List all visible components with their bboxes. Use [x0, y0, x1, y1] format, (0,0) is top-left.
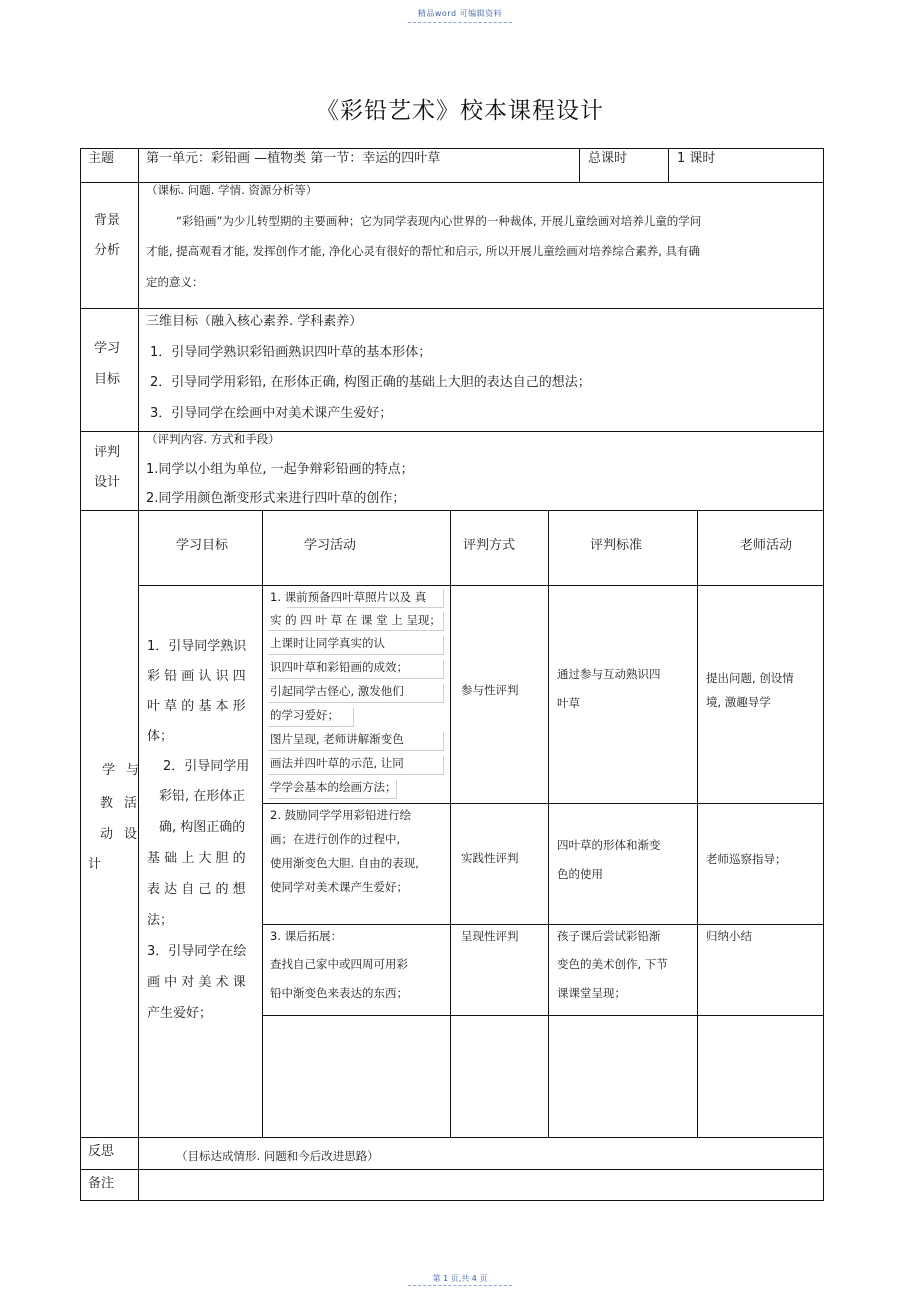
reflection-note: （目标达成情形. 问题和今后改进思路） — [176, 1149, 379, 1163]
column-header-standard: 评判标准 — [590, 538, 643, 553]
goals-heading: 三维目标（融入核心素养. 学科素养） — [146, 314, 363, 329]
activity-label-char: 设 — [124, 827, 138, 842]
activity3-line: 查找自己家中或四周可用彩 — [270, 957, 408, 971]
background-label-line2: 分析 — [94, 243, 121, 258]
activity1-teacher-line: 境, 激趣导学 — [706, 695, 771, 709]
eval-label-line1: 评判 — [94, 445, 121, 460]
reflection-label: 反思 — [88, 1144, 115, 1159]
activity3-standard-line: 变色的美术创作, 下节 — [557, 957, 668, 971]
column-header-goal: 学习目标 — [176, 538, 229, 553]
page-footer: 第 1 页,共 4 页 — [432, 1274, 488, 1283]
activity3-line: 铅中渐变色来表达的东西； — [270, 986, 408, 1000]
goal-item-2: 2．引导同学用彩铅, 在形体正确, 构图正确的基础上大胆的表达自己的想法； — [150, 375, 591, 390]
goal-col-line: 1．引导同学熟识 — [147, 639, 247, 654]
activity1-line: 图片呈现, 老师讲解渐变色 — [270, 732, 404, 746]
activity-row3-divider — [262, 1015, 824, 1016]
goal-item-3: 3．引导同学在绘画中对美术课产生爱好； — [150, 406, 393, 421]
activity1-line: 画法并四叶草的示范, 让同 — [270, 756, 404, 770]
goal-col-line: 2．引导同学用 — [163, 759, 250, 774]
col-divider-activity-method — [450, 510, 451, 1137]
activity-label-char: 动 — [100, 827, 114, 842]
activity1-standard-line: 叶草 — [557, 696, 580, 710]
topic-label: 主题 — [88, 151, 115, 166]
topic-hours-divider — [579, 148, 580, 182]
activity1-method: 参与性评判 — [461, 683, 519, 697]
activity2-standard-line: 色的使用 — [557, 867, 603, 881]
table-border-right — [823, 148, 824, 1201]
activity1-standard-line: 通过参与互动熟识四 — [557, 667, 661, 681]
activity2-line: 使用渐变色大胆. 自由的表现, — [270, 856, 419, 870]
column-header-method: 评判方式 — [463, 538, 516, 553]
background-label-line1: 背景 — [94, 213, 121, 228]
background-text-line3: 定的意义： — [146, 275, 204, 289]
activity1-line: 1. 课前预备四叶草照片以及 真 — [270, 590, 427, 604]
header-divider — [408, 22, 512, 23]
activity1-line: 识四叶草和彩铅画的成效； — [270, 660, 408, 674]
goal-col-line: 法； — [147, 913, 174, 928]
activity3-method: 呈现性评判 — [461, 929, 519, 943]
activity2-line: 2. 鼓励同学学用彩铅进行绘 — [270, 808, 412, 822]
activity2-standard-line: 四叶草的形体和渐变 — [557, 838, 661, 852]
column-header-activity: 学习活动 — [304, 538, 357, 553]
background-text-line2: 才能, 提高观看才能, 发挥创作才能, 净化心灵有很好的帮忙和启示, 所以开展儿童绘画对培养综合素养, 具有确 — [146, 244, 701, 258]
col-divider-goal-activity — [262, 510, 263, 1137]
goal-col-line: 表 达 自 己 的 想 — [147, 882, 246, 897]
activity2-line: 画；在进行创作的过程中, — [270, 832, 401, 846]
activity-label-char: 活 — [124, 796, 138, 811]
row-divider-eval — [80, 510, 824, 511]
topic-content: 第一单元：彩铅画 —植物类 第一节：幸运的四叶草 — [146, 151, 441, 166]
activity3-standard-line: 孩子课后尝试彩铅渐 — [557, 929, 661, 943]
hours-value-divider — [668, 148, 669, 182]
goal-col-line: 确, 构图正确的 — [159, 820, 246, 835]
goal-col-line: 彩 铅 画 认 识 四 — [147, 669, 246, 684]
table-border-bottom — [80, 1200, 824, 1201]
col-divider-method-standard — [548, 510, 549, 1137]
activity3-teacher-line: 归纳小结 — [706, 929, 752, 943]
background-note: （课标. 问题. 学情. 资源分析等） — [146, 183, 318, 197]
goal-col-line: 基 础 上 大 胆 的 — [147, 851, 246, 866]
activity-label-char: 与 — [126, 763, 140, 778]
goal-col-line: 画 中 对 美 术 课 — [147, 975, 246, 990]
row-divider-activity — [80, 1137, 824, 1138]
activity-header-divider — [138, 585, 824, 586]
activity1-line: 引起同学古怪心, 激发他们 — [270, 684, 404, 698]
eval-item-2: 2.同学用颜色渐变形式来进行四叶草的创作； — [146, 491, 406, 506]
page-header-watermark: 精品word 可编辑资料 — [417, 9, 503, 18]
activity3-line: 3. 课后拓展： — [270, 929, 343, 943]
row-divider-background — [80, 308, 824, 309]
activity1-line: 上课时让同学真实的认 — [270, 636, 385, 650]
goals-label-line1: 学习 — [94, 341, 121, 356]
goal-col-line: 叶 草 的 基 本 形 — [147, 699, 246, 714]
activity-row2-divider — [262, 924, 824, 925]
table-border-top — [80, 148, 824, 149]
activity2-line: 使同学对美术课产生爱好； — [270, 880, 408, 894]
activity-label-char: 学 — [102, 763, 116, 778]
footer-divider — [408, 1285, 512, 1286]
document-title: 《彩铅艺术》校本课程设计 — [316, 98, 604, 124]
total-hours-label: 总课时 — [588, 151, 628, 166]
activity-label-char: 计 — [88, 857, 102, 872]
activity1-line: 的学习爱好； — [270, 708, 339, 722]
goal-col-line: 3．引导同学在绘 — [147, 944, 247, 959]
total-hours-value: 1 课时 — [677, 151, 716, 166]
activity1-teacher-line: 提出问题, 创设情 — [706, 671, 794, 685]
table-border-left — [80, 148, 81, 1201]
remark-label: 备注 — [88, 1176, 115, 1191]
activity1-line: 实 的 四 叶 草 在 课 堂 上 呈现； — [270, 613, 441, 627]
goal-col-line: 彩铅, 在形体正 — [159, 789, 246, 804]
activity2-teacher-line: 老师巡察指导； — [706, 852, 787, 866]
row-divider-reflect — [80, 1169, 824, 1170]
activity-label-char: 教 — [100, 796, 114, 811]
activity-row1-divider — [262, 803, 824, 804]
activity1-line: 学学会基本的绘画方法； — [270, 780, 397, 794]
col-divider-standard-teacher — [697, 510, 698, 1137]
activity3-standard-line: 课课堂呈现； — [557, 986, 626, 1000]
eval-item-1: 1.同学以小组为单位, 一起争辩彩铅画的特点； — [146, 462, 414, 477]
activity2-method: 实践性评判 — [461, 851, 519, 865]
goal-col-line: 产生爱好； — [147, 1006, 213, 1021]
goal-item-1: 1．引导同学熟识彩铅画熟识四叶草的基本形体； — [150, 345, 432, 360]
label-column-divider — [138, 148, 139, 1201]
eval-label-line2: 设计 — [94, 475, 121, 490]
background-text-line1: “彩铅画”为少儿转型期的主要画种；它为同学表现内心世界的一种裁体, 开展儿童绘画对培养儿童的学问 — [176, 214, 702, 228]
eval-note: （评判内容. 方式和手段） — [146, 432, 280, 446]
goals-label-line2: 目标 — [94, 372, 121, 387]
goal-col-line: 体； — [147, 729, 174, 744]
column-header-teacher: 老师活动 — [740, 538, 793, 553]
